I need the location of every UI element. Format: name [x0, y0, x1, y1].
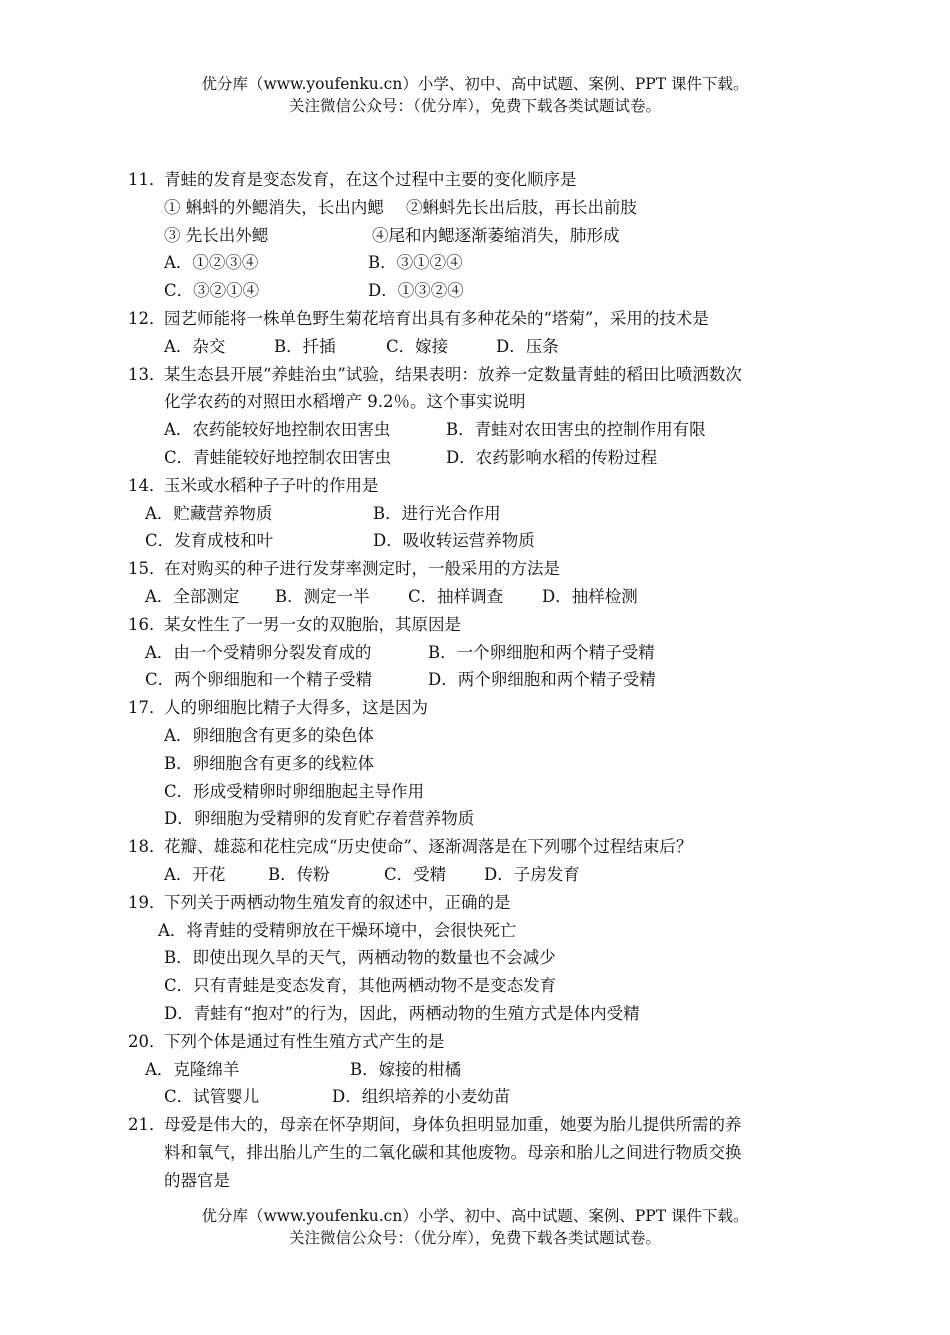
question-21-stem-continued-2: 的器官是: [164, 1170, 230, 1190]
option-c: C．形成受精卵时卵细胞起主导作用: [164, 781, 425, 801]
question-16-stem: 16．某女性生了一男一女的双胞胎，其原因是: [128, 614, 461, 634]
question-14-options-row-2: [128, 527, 828, 555]
option-b: B．③①②④: [368, 253, 463, 273]
question-13-options-row-1: [128, 416, 828, 444]
question-11-statements-row-1: [128, 194, 828, 222]
question-19-stem: 19．下列关于两栖动物生殖发育的叙述中，正确的是: [128, 892, 511, 912]
option-a: A．全部测定: [145, 586, 240, 606]
option-d: D．压条: [496, 336, 559, 356]
question-20-options-row-2: [128, 1083, 828, 1111]
option-c: C．嫁接: [386, 336, 449, 356]
statement-4: ④尾和内鳃逐渐萎缩消失，肺形成: [372, 225, 620, 245]
question-12-options: [128, 333, 828, 361]
header-line-2: 关注微信公众号：（优分库），免费下载各类试题试卷。: [288, 97, 661, 115]
option-d: D．农药影响水稻的传粉过程: [446, 447, 658, 467]
question-17-stem: 17．人的卵细胞比精子大得多，这是因为: [128, 698, 428, 718]
statement-3: ③ 先长出外鳃: [164, 225, 269, 245]
option-c: C．③②①④: [164, 281, 260, 301]
question-13-options-row-2: [128, 444, 828, 472]
question-14-options-row-1: [128, 500, 828, 528]
option-a: A．①②③④: [164, 253, 259, 273]
option-b: B．卵细胞含有更多的线粒体: [164, 753, 375, 773]
question-20-options-row-1: [128, 1056, 828, 1084]
question-21-stem: 21．母爱是伟大的，母亲在怀孕期间，身体负担明显加重，她要为胎儿提供所需的养: [128, 1115, 742, 1135]
statement-1: ① 蝌蚪的外鳃消失，长出内鳃: [164, 197, 384, 217]
option-a: A．杂交: [164, 336, 226, 356]
question-14-stem: 14．玉米或水稻种子子叶的作用是: [128, 475, 379, 495]
question-20-stem: 20．下列个体是通过有性生殖方式产生的是: [128, 1031, 445, 1051]
question-15-stem: 15．在对购买的种子进行发芽率测定时，一般采用的方法是: [128, 559, 560, 579]
option-a: A．由一个受精卵分裂发育成的: [145, 642, 372, 662]
question-11-stem: 11．青蛙的发育是变态发育，在这个过程中主要的变化顺序是: [128, 170, 577, 189]
option-d: D．①③②④: [368, 281, 464, 301]
option-c: C．发育成枝和叶: [145, 531, 274, 551]
option-b: B．嫁接的柑橘: [350, 1059, 462, 1079]
option-a: A．农药能较好地控制农田害虫: [164, 420, 391, 440]
question-13-stem: 13．某生态县开展“养蛙治虫”试验，结果表明：放养一定数量青蛙的稻田比喷洒数次: [128, 364, 742, 384]
question-18-stem: 18．花瓣、雄蕊和花柱完成“历史使命”、逐渐凋落是在下列哪个过程结束后？: [128, 837, 693, 857]
footer-line-1: 优分库（www.youfenku.cn）小学、初中、高中试题、案例、PPT 课件下载。: [201, 1207, 749, 1225]
question-list: [128, 166, 828, 1194]
option-a: A．贮藏营养物质: [145, 503, 273, 523]
question-16-options-row-1: [128, 639, 828, 667]
question-13-stem-continued: 化学农药的对照田水稻增产 9.2％。这个事实说明: [164, 392, 526, 412]
option-b: B．即使出现久旱的天气，两栖动物的数量也不会减少: [164, 948, 556, 968]
question-11-options-row-2: [128, 277, 828, 305]
option-b: B．一个卵细胞和两个精子受精: [428, 642, 655, 662]
option-c: C．受精: [384, 864, 447, 884]
question-18-options: [128, 861, 828, 889]
option-d: D．卵细胞为受精卵的发育贮存着营养物质: [164, 809, 475, 829]
option-d: D．抽样检测: [542, 586, 638, 606]
option-c: C．试管婴儿: [164, 1087, 260, 1107]
option-a: A．卵细胞含有更多的染色体: [164, 725, 374, 745]
option-a: A．将青蛙的受精卵放在干燥环境中，会很快死亡: [158, 920, 517, 940]
question-15-options: [128, 583, 828, 611]
statement-2: ②蝌蚪先长出后肢，再长出前肢: [406, 197, 637, 217]
question-16-options-row-2: [128, 666, 828, 694]
page-footer: [0, 1205, 950, 1249]
question-11-options-row-1: [128, 249, 828, 277]
option-c: C．抽样调查: [408, 586, 504, 606]
question-21-stem-continued-1: 料和氧气，排出胎儿产生的二氧化碳和其他废物。母亲和胎儿之间进行物质交换: [164, 1142, 742, 1162]
option-d: D．子房发育: [484, 864, 580, 884]
option-c: C．青蛙能较好地控制农田害虫: [164, 447, 392, 467]
question-12-stem: 12．园艺师能将一株单色野生菊花培育出具有多种花朵的“塔菊”，采用的技术是: [128, 308, 709, 328]
page-header: [0, 73, 950, 117]
option-c: C．只有青蛙是变态发育，其他两栖动物不是变态发育: [164, 976, 557, 996]
option-d: D．青蛙有“抱对”的行为，因此，两栖动物的生殖方式是体内受精: [164, 1003, 640, 1023]
option-b: B．青蛙对农田害虫的控制作用有限: [446, 420, 706, 440]
option-a: A．克隆绵羊: [145, 1059, 240, 1079]
question-11-statements-row-2: [128, 222, 828, 250]
option-d: D．两个卵细胞和两个精子受精: [428, 670, 656, 690]
option-b: B．测定一半: [275, 586, 370, 606]
option-c: C．两个卵细胞和一个精子受精: [145, 670, 373, 690]
option-d: D．组织培养的小麦幼苗: [332, 1087, 511, 1107]
option-b: B．进行光合作用: [373, 503, 501, 523]
option-a: A．开花: [164, 864, 226, 884]
footer-line-2: 关注微信公众号：（优分库），免费下载各类试题试卷。: [288, 1229, 661, 1247]
option-b: B．传粉: [268, 864, 330, 884]
header-line-1: 优分库（www.youfenku.cn）小学、初中、高中试题、案例、PPT 课件下载。: [201, 75, 749, 93]
option-d: D．吸收转运营养物质: [373, 531, 535, 551]
option-b: B．扦插: [274, 336, 336, 356]
